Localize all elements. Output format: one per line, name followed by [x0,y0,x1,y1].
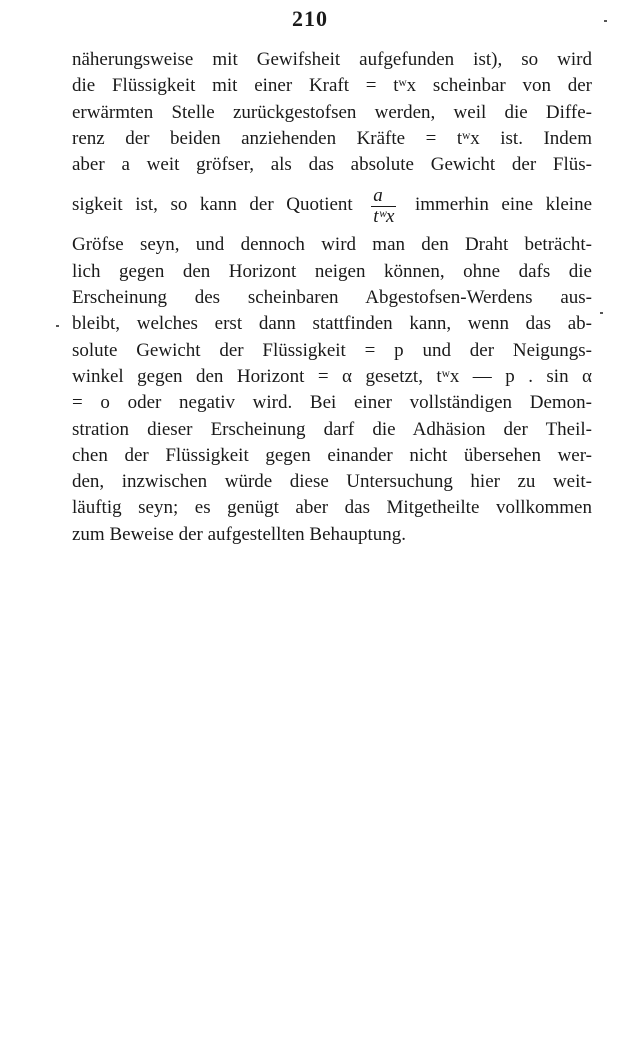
text-line: lich gegen den Horizont neigen können, ohne dafs die [72,260,592,282]
text-line: den, inzwischen würde diese Untersuchung hier zu weit- [72,471,592,493]
text-line: bleibt, welches erst dann stattfinden kann, wenn das ab- [72,313,592,335]
text-line: Erscheinung des scheinbaren Abgestofsen-Werdens aus- [72,287,592,309]
text-line: = o oder negativ wird. Bei einer vollständigen Demon- [72,392,592,414]
body-text [72,47,592,548]
fraction-denominator: tʷx [373,205,395,227]
text-line: näherungsweise mit Gewifsheit aufgefunden ist), so wird [72,49,592,70]
quotient-fraction [371,186,396,227]
fraction-text-line [72,178,592,232]
text-line: chen der Flüssigkeit gegen einander nicht übersehen wer- [72,444,592,466]
text-line: solute Gewicht der Flüssigkeit = p und der Neigungs- [72,339,592,361]
text-line-last: zum Beweise der aufgestellten Behauptung. [72,523,406,545]
page-number: 210 [292,6,328,31]
scan-speck [56,325,59,327]
text-line: renz der beiden anziehenden Kräfte = tʷx ist. Indem [72,127,592,149]
text-line: die Flüssigkeit mit einer Kraft = tʷx scheinbar von der [72,75,592,97]
fraction-line-before: sigkeit ist, so kann der Quotient [72,194,353,216]
text-line: aber a weit gröfser, als das absolute Gewicht der Flüs- [72,154,592,176]
text-line: stration dieser Erscheinung darf die Adhäsion der Theil- [72,418,592,440]
scan-speck [604,20,607,22]
text-line: läuftig seyn; es genügt aber das Mitgetheilte vollkommen [72,497,592,519]
scan-speck [600,312,603,314]
text-line: erwärmten Stelle zurückgestofsen werden, weil die Diffe- [72,101,592,123]
fraction-line-after: immerhin eine kleine [414,194,593,216]
text-line: winkel gegen den Horizont = α gesetzt, tʷx — p . sin α [72,365,592,387]
fraction-numerator: a [371,186,396,207]
text-line: Gröfse seyn, und dennoch wird man den Draht beträcht- [72,234,592,256]
